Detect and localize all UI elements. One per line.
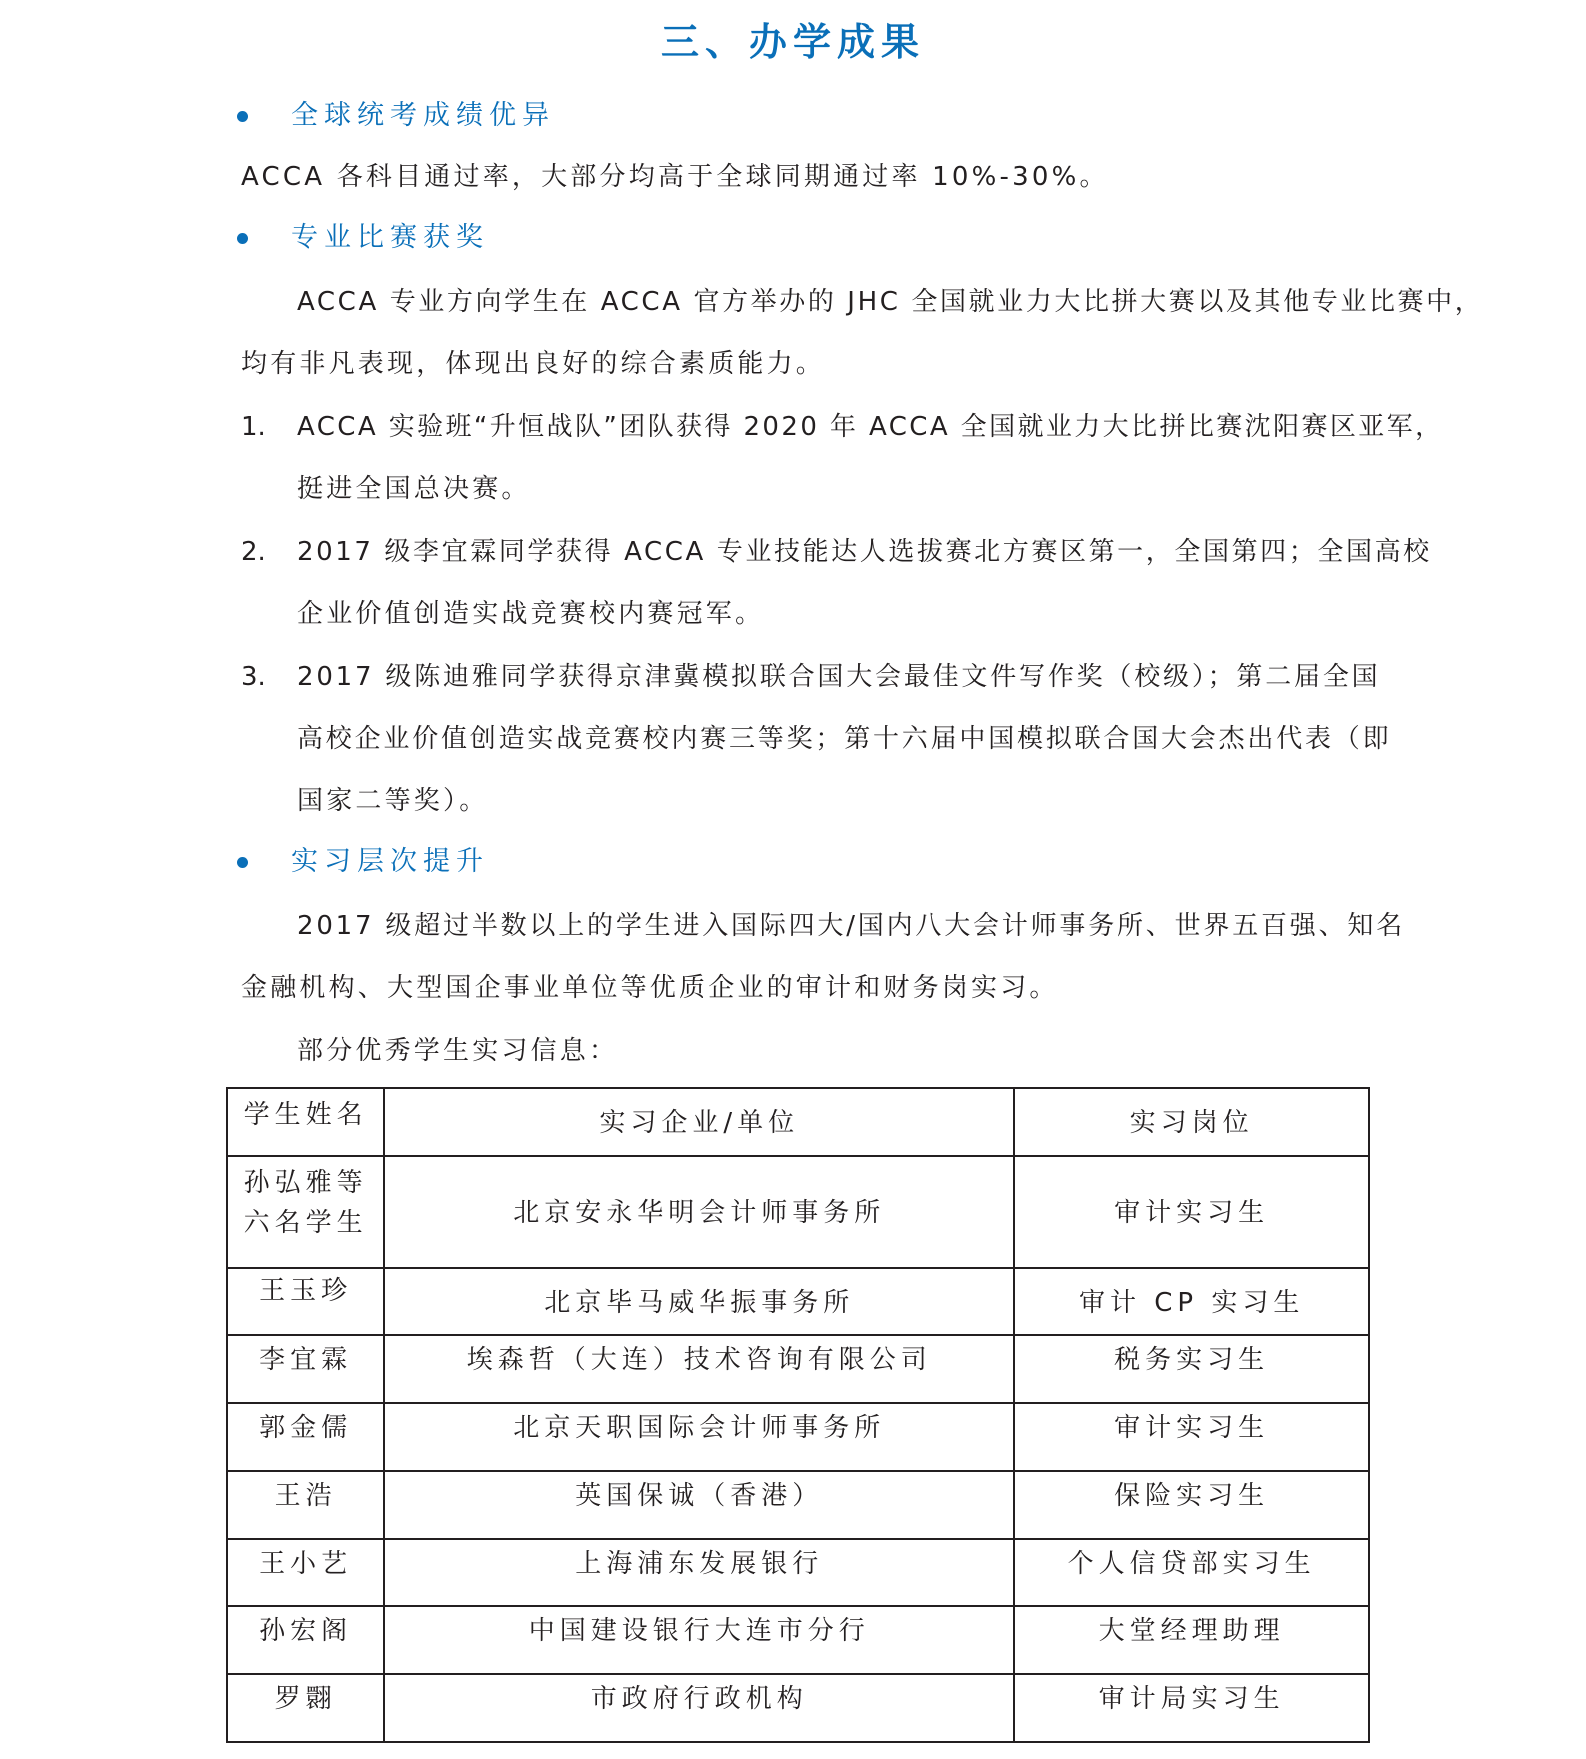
table-intro-text: 部分优秀学生实习信息： (297, 1036, 619, 1066)
bullet-dot-icon (237, 111, 248, 122)
list-item-text: 高校企业价值创造实战竞赛校内赛三等奖；第十六届中国模拟联合国大会杰出代表（即 (297, 724, 1392, 754)
cell-position: 审计局实习生 (1014, 1674, 1369, 1742)
list-item-number: 3. (241, 662, 266, 692)
cell-position: 大堂经理助理 (1014, 1606, 1369, 1674)
table-row (227, 1606, 1369, 1674)
section-heading-competition (237, 218, 489, 258)
cell-company: 北京毕马威华振事务所 (384, 1268, 1014, 1335)
page-title: 三、办学成果 (660, 20, 925, 64)
cell-name: 王玉珍 (227, 1268, 384, 1335)
cell-company: 上海浦东发展银行 (384, 1539, 1014, 1606)
list-item-number: 1. (241, 412, 266, 442)
list-item-number: 2. (241, 537, 266, 567)
cell-position: 审计实习生 (1014, 1156, 1369, 1268)
cell-company: 中国建设银行大连市分行 (384, 1606, 1014, 1674)
table-row (227, 1403, 1369, 1471)
cell-position: 税务实习生 (1014, 1335, 1369, 1403)
cell-name: 孙弘雅等 六名学生 (227, 1156, 384, 1268)
list-item-text: 国家二等奖）。 (297, 786, 489, 816)
competition-paragraph-line: 均有非凡表现，体现出良好的综合素质能力。 (241, 349, 826, 379)
section-heading-internship (237, 842, 489, 882)
list-item-text: ACCA 实验班“升恒战队”团队获得 2020 年 ACCA 全国就业力大比拼比赛沈阳赛区亚军， (297, 412, 1444, 442)
header-company: 实习企业/单位 (384, 1088, 1014, 1156)
list-item-text: 挺进全国总决赛。 (297, 474, 531, 504)
bullet-dot-icon (237, 233, 248, 244)
cell-position: 审计 CP 实习生 (1014, 1268, 1369, 1335)
cell-name: 王小艺 (227, 1539, 384, 1606)
cell-company: 埃森哲（大连）技术咨询有限公司 (384, 1335, 1014, 1403)
table-row (227, 1156, 1369, 1268)
section-heading-text: 全球统考成绩优异 (291, 100, 555, 131)
section-heading-text: 实习层次提升 (291, 846, 489, 877)
list-item-text: 2017 级李宜霖同学获得 ACCA 专业技能达人选拔赛北方赛区第一，全国第四；全国高校 (297, 537, 1432, 567)
section-heading-text: 专业比赛获奖 (291, 222, 489, 253)
internship-paragraph-line: 金融机构、大型国企事业单位等优质企业的审计和财务岗实习。 (241, 973, 1059, 1003)
cell-company: 市政府行政机构 (384, 1674, 1014, 1742)
cell-name: 郭金儒 (227, 1403, 384, 1471)
internship-table (226, 1087, 1370, 1743)
cell-company: 北京安永华明会计师事务所 (384, 1156, 1014, 1268)
cell-name: 王浩 (227, 1471, 384, 1539)
cell-name: 罗翾 (227, 1674, 384, 1742)
header-name: 学生姓名 (227, 1088, 384, 1156)
list-item-text: 2017 级陈迪雅同学获得京津冀模拟联合国大会最佳文件写作奖（校级）；第二届全国 (297, 662, 1381, 692)
table-header-row (227, 1088, 1369, 1156)
header-position: 实习岗位 (1014, 1088, 1369, 1156)
table-row (227, 1268, 1369, 1335)
table-row (227, 1539, 1369, 1606)
table-row (227, 1335, 1369, 1403)
cell-position: 审计实习生 (1014, 1403, 1369, 1471)
cell-position: 个人信贷部实习生 (1014, 1539, 1369, 1606)
table-row (227, 1674, 1369, 1742)
cell-position: 保险实习生 (1014, 1471, 1369, 1539)
section-heading-exam (237, 96, 555, 136)
cell-company: 英国保诚（香港） (384, 1471, 1014, 1539)
internship-paragraph-line: 2017 级超过半数以上的学生进入国际四大/国内八大会计师事务所、世界五百强、知名 (297, 911, 1405, 941)
exam-pass-rate-text: ACCA 各科目通过率，大部分均高于全球同期通过率 10%-30%。 (241, 162, 1109, 192)
cell-company: 北京天职国际会计师事务所 (384, 1403, 1014, 1471)
bullet-dot-icon (237, 857, 248, 868)
cell-name: 孙宏阁 (227, 1606, 384, 1674)
competition-paragraph-line: ACCA 专业方向学生在 ACCA 官方举办的 JHC 全国就业力大比拼大赛以及其他专业比赛中， (297, 287, 1484, 317)
cell-name: 李宜霖 (227, 1335, 384, 1403)
table-row (227, 1471, 1369, 1539)
list-item-text: 企业价值创造实战竞赛校内赛冠军。 (297, 599, 765, 629)
